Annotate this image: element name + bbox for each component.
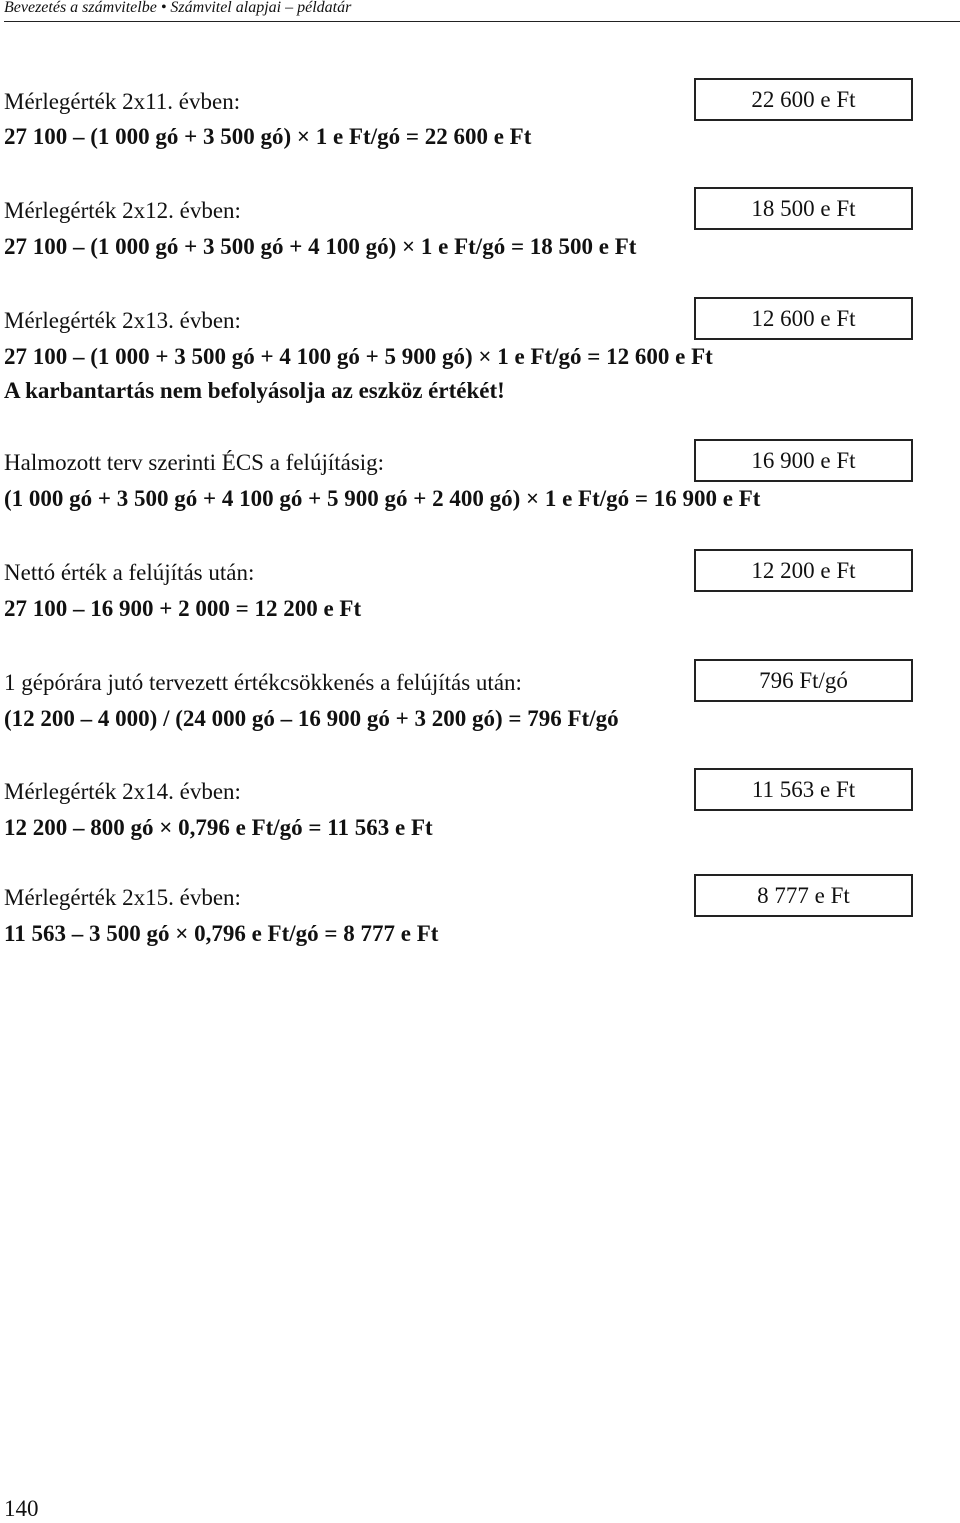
formula-line-2x14: 12 200 – 800 gó × 0,796 e Ft/gó = 11 563 e Ft — [4, 815, 433, 840]
result-box-accumulated-depreciation: 16 900 e Ft — [694, 439, 913, 482]
running-header: Bevezetés a számvitelbe • Számvitel alapjai – példatár — [4, 0, 960, 22]
result-box-2x11: 22 600 e Ft — [694, 78, 913, 121]
result-box-hourly-rate: 796 Ft/gó — [694, 659, 913, 702]
block-label-net-value: Nettó érték a felújítás után: — [4, 560, 255, 585]
formula-line-hourly-rate: (12 200 – 4 000) / (24 000 gó – 16 900 gó + 3 200 gó) = 796 Ft/gó — [4, 706, 619, 731]
block-label-2x12: Mérlegérték 2x12. évben: — [4, 198, 241, 223]
formula-line-2x11: 27 100 – (1 000 gó + 3 500 gó) × 1 e Ft/gó = 22 600 e Ft — [4, 124, 532, 149]
block-label-hourly-rate: 1 gépórára jutó tervezett értékcsökkenés a felújítás után: — [4, 670, 522, 695]
formula-line-2x13: 27 100 – (1 000 + 3 500 gó + 4 100 gó + 5 900 gó) × 1 e Ft/gó = 12 600 e Ft — [4, 344, 713, 369]
result-box-2x13: 12 600 e Ft — [694, 297, 913, 340]
block-label-2x13: Mérlegérték 2x13. évben: — [4, 308, 241, 333]
page-number: 140 — [4, 1496, 39, 1521]
formula-line-2x15: 11 563 – 3 500 gó × 0,796 e Ft/gó = 8 777 e Ft — [4, 921, 439, 946]
block-label-accumulated-depreciation: Halmozott terv szerinti ÉCS a felújításig: — [4, 450, 385, 475]
block-label-2x11: Mérlegérték 2x11. évben: — [4, 89, 241, 114]
formula-line-2x12: 27 100 – (1 000 gó + 3 500 gó + 4 100 gó) × 1 e Ft/gó = 18 500 e Ft — [4, 234, 637, 259]
block-label-2x15: Mérlegérték 2x15. évben: — [4, 885, 241, 910]
result-box-2x15: 8 777 e Ft — [694, 874, 913, 917]
formula-line-net-value: 27 100 – 16 900 + 2 000 = 12 200 e Ft — [4, 596, 362, 621]
block-label-2x14: Mérlegérték 2x14. évben: — [4, 779, 241, 804]
result-box-net-value: 12 200 e Ft — [694, 549, 913, 592]
result-box-2x12: 18 500 e Ft — [694, 187, 913, 230]
result-box-2x14: 11 563 e Ft — [694, 768, 913, 811]
formula-line-accumulated-depreciation: (1 000 gó + 3 500 gó + 4 100 gó + 5 900 gó + 2 400 gó) × 1 e Ft/gó = 16 900 e Ft — [4, 486, 761, 511]
note-line-2x13: A karbantartás nem befolyásolja az eszköz értékét! — [4, 378, 505, 403]
